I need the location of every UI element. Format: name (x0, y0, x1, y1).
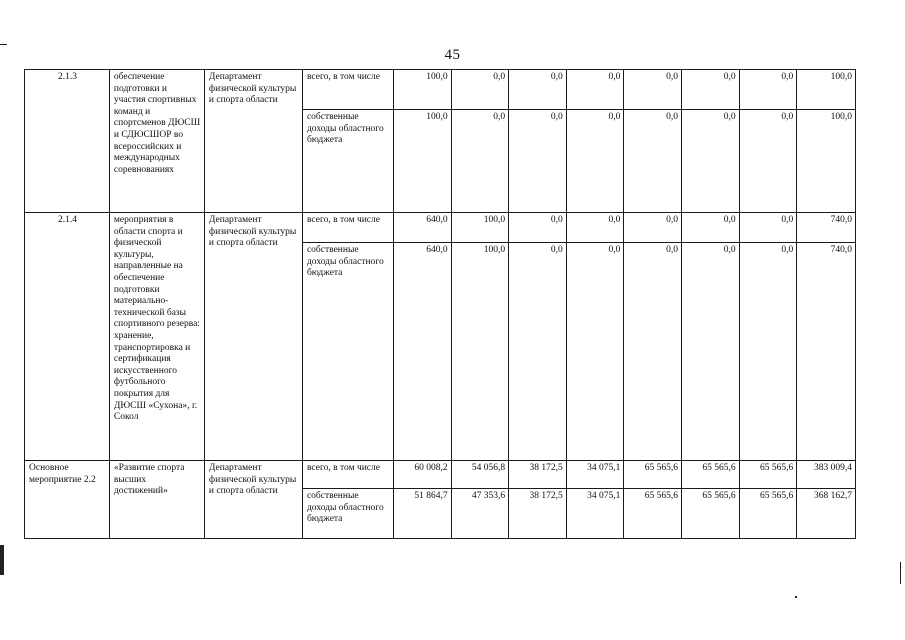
value-cell: 0,0 (451, 110, 509, 213)
value-cell: 65 565,6 (682, 461, 740, 489)
scan-dot (795, 596, 797, 598)
value-cell: 0,0 (566, 243, 624, 461)
value-cell: 0,0 (682, 70, 740, 110)
funding-source: собственные доходы областного бюджета (302, 110, 393, 213)
value-cell: 640,0 (393, 243, 451, 461)
value-cell: 0,0 (509, 213, 567, 243)
value-cell: 100,0 (393, 70, 451, 110)
value-cell: 0,0 (624, 110, 682, 213)
value-cell: 0,0 (509, 243, 567, 461)
funding-source: всего, в том числе (302, 461, 393, 489)
total-cell: 740,0 (797, 213, 856, 243)
value-cell: 0,0 (624, 213, 682, 243)
value-cell: 65 565,6 (739, 489, 797, 539)
funding-source: собственные доходы областного бюджета (302, 243, 393, 461)
value-cell: 0,0 (682, 110, 740, 213)
value-cell: 60 008,2 (393, 461, 451, 489)
value-cell: 100,0 (393, 110, 451, 213)
table-row (25, 461, 856, 489)
executor-cell: Департамент физической культуры и спорта области (204, 213, 302, 461)
value-cell: 100,0 (451, 243, 509, 461)
value-cell: 0,0 (624, 70, 682, 110)
scan-edge-mark (0, 545, 4, 575)
value-cell: 0,0 (739, 110, 797, 213)
value-cell: 0,0 (566, 213, 624, 243)
value-cell: 100,0 (451, 213, 509, 243)
measure-name: «Развитие спорта высших достижений» (109, 461, 204, 539)
table-row (25, 213, 856, 243)
value-cell: 0,0 (624, 243, 682, 461)
total-cell: 368 162,7 (797, 489, 856, 539)
total-cell: 383 009,4 (797, 461, 856, 489)
total-cell: 100,0 (797, 110, 856, 213)
value-cell: 34 075,1 (566, 489, 624, 539)
value-cell: 65 565,6 (624, 489, 682, 539)
value-cell: 0,0 (739, 213, 797, 243)
budget-table (24, 69, 856, 539)
row-code: Основное мероприятие 2.2 (25, 461, 110, 539)
total-cell: 100,0 (797, 70, 856, 110)
total-cell: 740,0 (797, 243, 856, 461)
row-code: 2.1.3 (25, 70, 110, 213)
value-cell: 51 864,7 (393, 489, 451, 539)
scan-edge-mark (900, 562, 901, 584)
value-cell: 65 565,6 (624, 461, 682, 489)
scan-edge-mark (0, 44, 7, 45)
value-cell: 640,0 (393, 213, 451, 243)
funding-source: всего, в том числе (302, 70, 393, 110)
value-cell: 0,0 (509, 70, 567, 110)
measure-name: мероприятия в области спорта и физической культуры, направленные на обеспечение подготовки материально-технической базы спортивного резерва: хранение, транспортировка и сертификация искусственного футбольного покрытия для ДЮСШ «Сухона», г. Сокол (109, 213, 204, 461)
measure-name: обеспечение подготовки и участия спортивных команд и спортсменов ДЮСШ и СДЮСШОР во всероссийских и международных соревнованиях (109, 70, 204, 213)
funding-source: собственные доходы областного бюджета (302, 489, 393, 539)
value-cell: 0,0 (566, 70, 624, 110)
table-row (25, 70, 856, 110)
row-code: 2.1.4 (25, 213, 110, 461)
value-cell: 0,0 (682, 243, 740, 461)
value-cell: 34 075,1 (566, 461, 624, 489)
value-cell: 0,0 (566, 110, 624, 213)
value-cell: 54 056,8 (451, 461, 509, 489)
executor-cell: Департамент физической культуры и спорта области (204, 461, 302, 539)
value-cell: 47 353,6 (451, 489, 509, 539)
value-cell: 38 172,5 (509, 489, 567, 539)
value-cell: 65 565,6 (682, 489, 740, 539)
value-cell: 0,0 (739, 70, 797, 110)
value-cell: 0,0 (739, 243, 797, 461)
value-cell: 65 565,6 (739, 461, 797, 489)
executor-cell: Департамент физической культуры и спорта области (204, 70, 302, 213)
page-number: 45 (444, 47, 461, 63)
value-cell: 38 172,5 (509, 461, 567, 489)
value-cell: 0,0 (451, 70, 509, 110)
funding-source: всего, в том числе (302, 213, 393, 243)
value-cell: 0,0 (509, 110, 567, 213)
value-cell: 0,0 (682, 213, 740, 243)
